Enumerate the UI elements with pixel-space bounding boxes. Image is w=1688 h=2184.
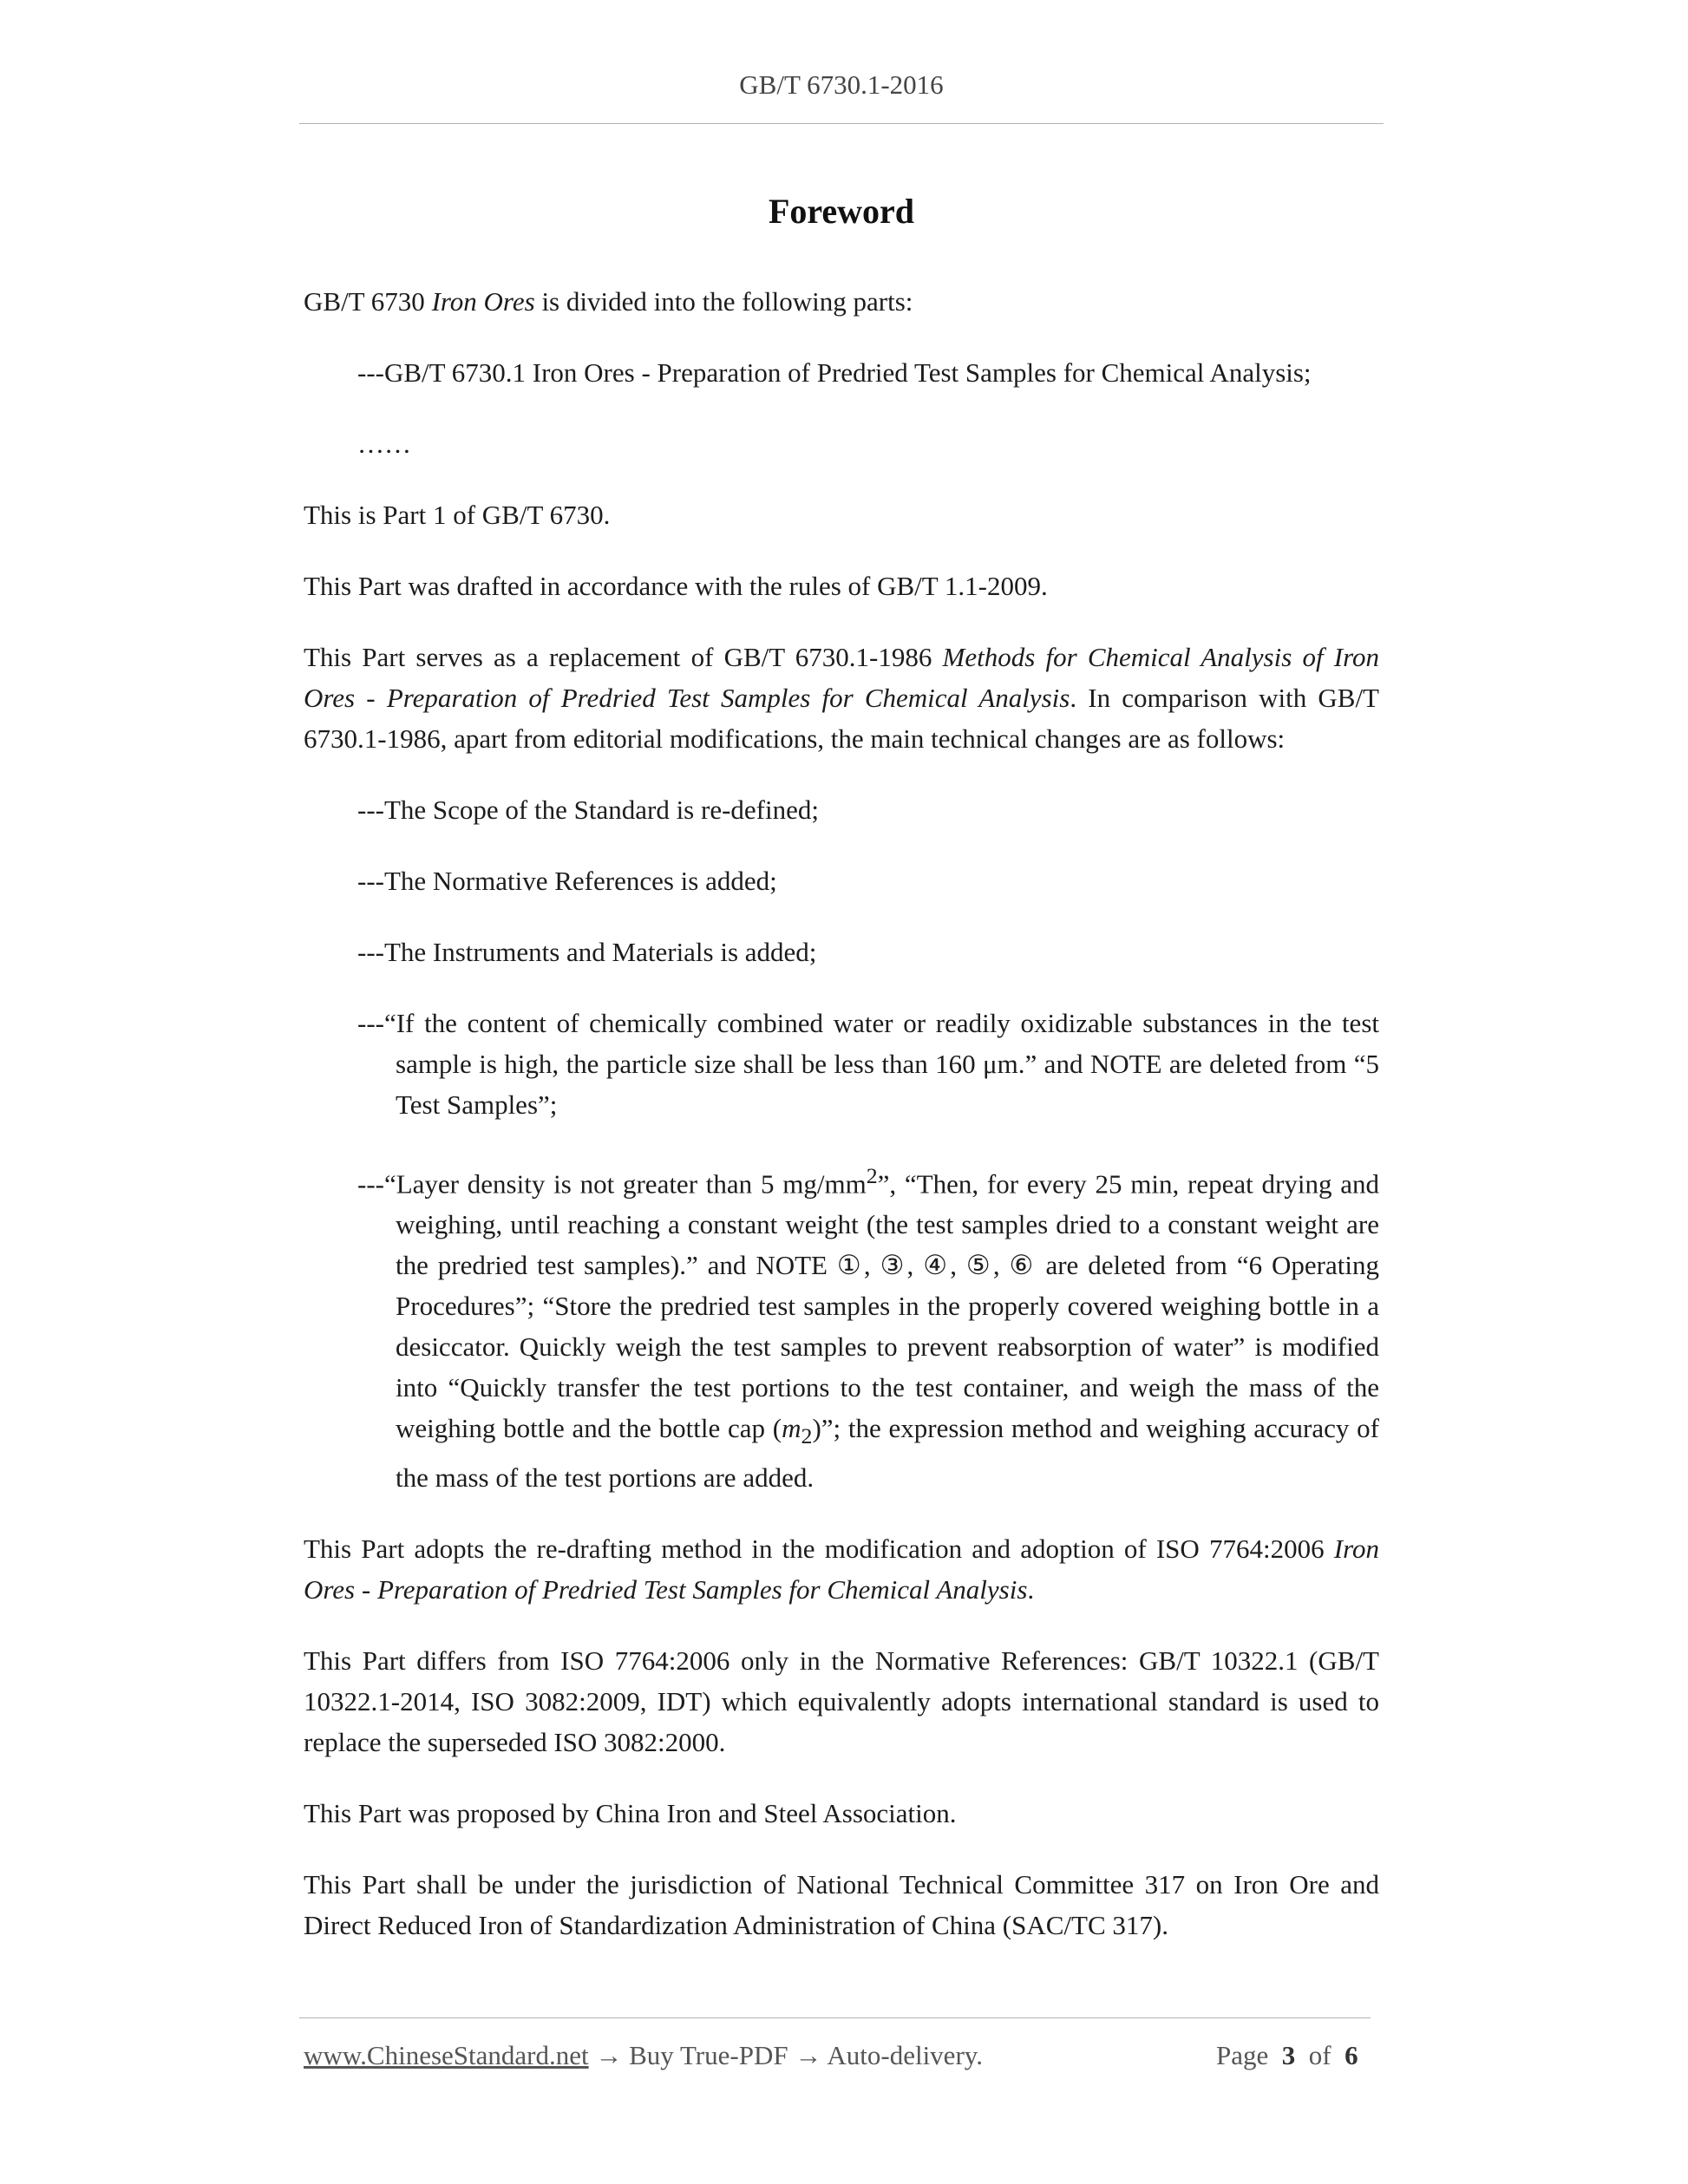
page-total: 6 (1345, 2040, 1358, 2070)
footer-promo-text: → Buy True-PDF → Auto-delivery. (588, 2040, 983, 2070)
subscript: 2 (801, 1423, 813, 1449)
running-header: GB/T 6730.1-2016 (739, 69, 944, 100)
document-body (304, 281, 1379, 1976)
list-ellipsis: …… (357, 428, 411, 459)
change-item-operating-procedures (357, 1155, 1379, 1498)
footer-promo (304, 2040, 983, 2071)
of-word: of (1308, 2040, 1331, 2070)
paragraph-parts-intro (304, 281, 1379, 322)
paragraph-replacement (304, 637, 1379, 759)
paragraph-drafting-rules: This Part was drafted in accordance with the rules of GB/T 1.1-2009. (304, 571, 1048, 601)
list-item-part1: ---GB/T 6730.1 Iron Ores - Preparation of Predried Test Samples for Chemical Analysis; (357, 357, 1312, 388)
page-indicator (1216, 2040, 1358, 2071)
italic-title: Iron Ores (431, 286, 535, 317)
text-run: . In comparison with GB/T 6730.1-1986, apart from editorial modifications, the main technical changes are as follows: (304, 683, 1379, 754)
superscript: 2 (866, 1163, 878, 1188)
italic-title: Methods for Chemical Analysis of Iron Ores - Preparation of Predried Test Samples for Chemical Analysis (304, 642, 1379, 713)
paragraph-differences: This Part differs from ISO 7764:2006 only in the Normative References: GB/T 10322.1 (GB/T 10322.1-2014, ISO 3082:2009, IDT) which equivalently adopts international standard is used to replace the superseded ISO 3082:2000. (304, 1645, 1379, 1757)
change-item-references: ---The Normative References is added; (357, 866, 777, 896)
text-run: )”; the expression method and weighing accuracy of the mass of the test portions are added. (396, 1413, 1379, 1493)
math-variable: m (782, 1413, 801, 1444)
change-item-scope: ---The Scope of the Standard is re-defined; (357, 794, 819, 825)
italic-title: Iron Ores - Preparation of Predried Test Samples for Chemical Analysis (304, 1533, 1379, 1605)
page-number: 3 (1281, 2040, 1296, 2070)
footer-divider (299, 2017, 1371, 2018)
paragraph-jurisdiction: This Part shall be under the jurisdiction of National Technical Committee 317 on Iron Ore and Direct Reduced Iron of Standardization Administration of China (SAC/TC 317). (304, 1868, 1379, 1940)
text-run: This Part adopts the re-drafting method in the modification and adoption of ISO 7764:2006 (304, 1533, 1334, 1564)
text-run: is divided into the following parts: (534, 286, 913, 317)
page-title: Foreword (768, 192, 915, 231)
paragraph-part-number: This is Part 1 of GB/T 6730. (304, 500, 611, 530)
text-run: ”, “Then, for every 25 min, repeat drying and weighing, until reaching a constant weight (the test samples dried to a constant weight are the predried test samples).” and NOTE ①, ③, ④, ⑤, ⑥ are deleted from “6 Operating Procedures”; “Store the predried test samples in the properly covered weighing bottle in a desiccator. Quickly weigh the test samples to prevent reabsorption of water” is modified into “Quickly transfer the test portions to the test container, and weigh the mass of the weighing bottle and the bottle cap ( (396, 1168, 1379, 1444)
paragraph-adoption-method (304, 1528, 1379, 1610)
website-link[interactable]: www.ChineseStandard.net (304, 2040, 589, 2070)
text-run: ---“Layer density is not greater than 5 mg/mm (357, 1168, 867, 1200)
change-item-test-samples: ---“If the content of chemically combined water or readily oxidizable substances in the test sample is high, the particle size shall be less than 160 μm.” and NOTE are deleted from “5 Test Samples”; (357, 1008, 1379, 1120)
paragraph-proposer: This Part was proposed by China Iron and Steel Association. (304, 1797, 957, 1828)
page-word: Page (1216, 2040, 1269, 2070)
header-divider (299, 123, 1384, 124)
text-run: . (1027, 1573, 1035, 1605)
change-item-instruments: ---The Instruments and Materials is added; (357, 937, 817, 967)
text-run: GB/T 6730 (304, 286, 432, 317)
text-run: This Part serves as a replacement of GB/T 6730.1-1986 (304, 642, 943, 672)
